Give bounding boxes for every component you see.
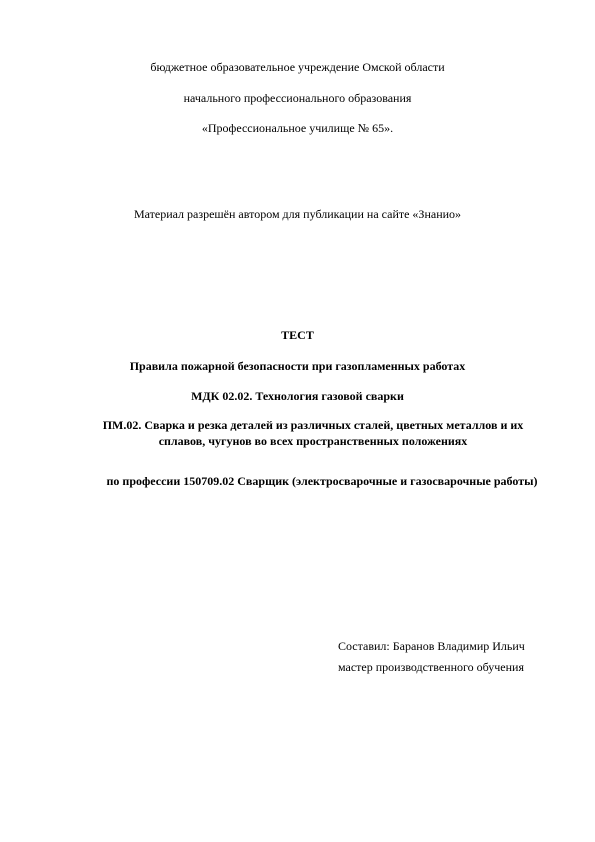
professional-module: ПМ.02. Сварка и резка деталей из различных сталей, цветных металлов и их сплавов, чугунов во всех пространственных положениях [102, 418, 524, 448]
mdk-course: МДК 02.02. Технология газовой сварки [191, 389, 404, 403]
header-education-line: начального профессионального образования [183, 91, 412, 105]
author-position: мастер производственного обучения [338, 660, 524, 674]
author-name: Составил: Баранов Владимир Ильич [338, 639, 525, 653]
test-topic: Правила пожарной безопасности при газопламенных работах [129, 359, 466, 373]
header-institution-line: бюджетное образовательное учреждение Омской области [150, 60, 445, 74]
publication-permission-note: Материал разрешён автором для публикации на сайте «Знанио» [133, 207, 462, 221]
header-school-name: «Профессиональное училище № 65». [201, 121, 394, 135]
document-title: ТЕСТ [281, 328, 314, 342]
profession-line: по профессии 150709.02 Сварщик (электросварочные и газосварочные работы) [106, 474, 538, 488]
